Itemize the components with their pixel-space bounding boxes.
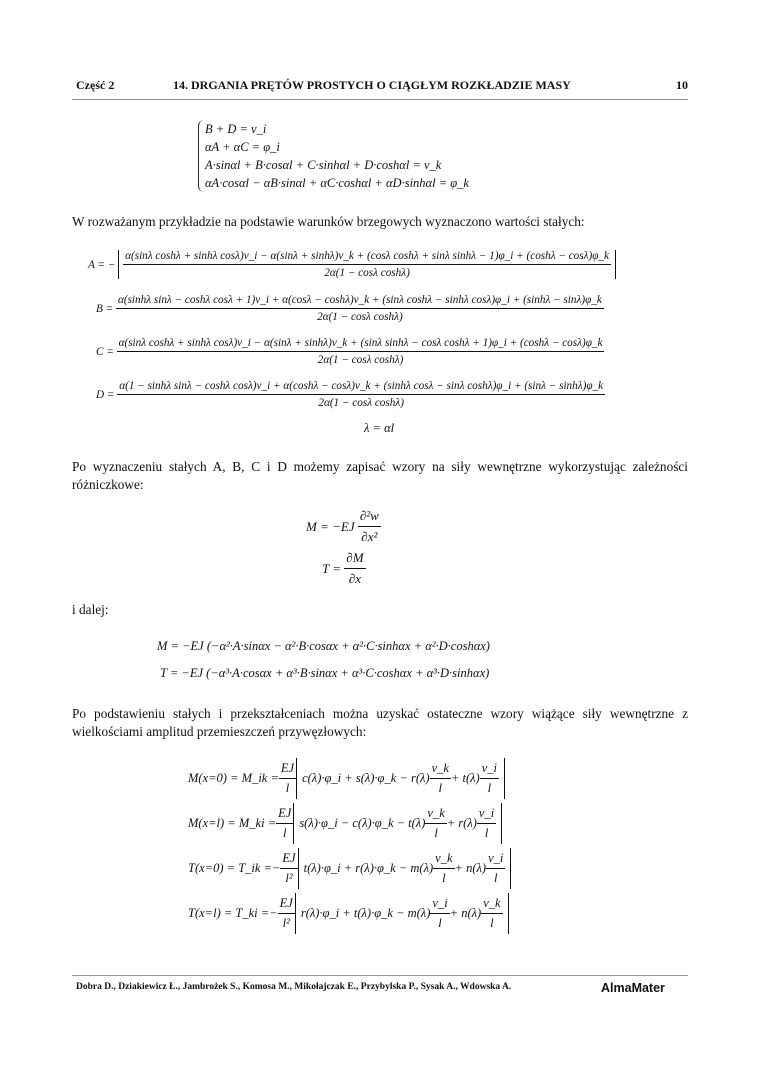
brand-logo: AlmaMater (601, 981, 665, 995)
constant-B-numerator: α(sinhλ sinλ − coshλ cosλ + 1)v_i + α(cosλ − coshλ)v_k + (sinλ coshλ − sinhλ cosλ)φ_i + (sinhλ − sinλ)φ_k (116, 294, 604, 309)
final-formula-row: T(x=l) = T_ki =− $\frac{EJ}{\text{l²}}$ r(λ)·φ_i + t(λ)·φ_k − m(λ) $\frac{v\_i}{l}$ + n(λ) $\frac{v\_k}{l}$ (188, 893, 509, 934)
constant-B-denominator: 2α(1 − cosλ coshλ) (317, 311, 403, 323)
boundary-system (198, 120, 469, 192)
final-formula-row: M(x=l) = M_ki = $\frac{EJ}{l}$ s(λ)·φ_i − c(λ)·φ_k − t(λ) $\frac{v\_k}{l}$ + r(λ) $\frac{v\_i}{l}$ (188, 803, 502, 844)
shear-derivative: T = $\frac{\partial M}{\partial x}$ (322, 550, 364, 586)
constant-B: B = α(sinhλ sinλ − coshλ cosλ + 1)v_i + α(cosλ − coshλ)v_k + (sinλ coshλ − sinhλ cosλ)φ_i + (sinhλ − sinλ)φ_k 2α(1 − cosλ coshλ) (96, 294, 602, 323)
constant-D: D = α(1 − sinhλ sinλ − coshλ cosλ)v_i + α(coshλ − cosλ)v_k + (sinhλ cosλ − sinλ coshλ)φ_i + (sinλ − sinhλ)φ_k 2α(1 − cosλ coshλ) (96, 380, 604, 409)
constant-A-denominator: 2α(1 − cosλ coshλ) (324, 267, 410, 279)
authors: Dobra D., Dziakiewicz Ł., Jambrożek S., Komosa M., Mikołajczak E., Przybylska P., Sysak A., Wdowska A. (76, 982, 512, 992)
paragraph-2: Po wyznaczeniu stałych A, B, C i D możemy zapisać wzory na siły wewnętrzne wykorzystując zależności różniczkowe: (72, 459, 688, 492)
page-header (76, 78, 688, 96)
system-eq-3: A·sinαl + B·cosαl + C·sinhαl + D·coshαl = v_k (205, 158, 442, 172)
constant-C-numerator: α(sinλ coshλ + sinhλ cosλ)v_i − α(sinλ + sinhλ)v_k + (sinλ sinhλ − cosλ coshλ + 1)φ_i + (coshλ − cosλ)φ_k (117, 337, 605, 352)
moment-derivative: M = −EJ $\frac{\text{∂²w}}{\text{∂x²}}$ (306, 508, 379, 544)
constant-A: A = − α(sinλ coshλ + sinhλ cosλ)v_i − α(sinλ + sinhλ)v_k + (cosλ coshλ + sinλ sinhλ − 1)φ_i + (coshλ − cosλ)φ_k 2α(1 − cosλ coshλ) (88, 250, 616, 279)
header-rule (72, 99, 688, 100)
constant-D-numerator: α(1 − sinhλ sinλ − coshλ cosλ)v_i + α(coshλ − cosλ)v_k + (sinhλ cosλ − sinλ coshλ)φ_i + (sinλ − sinhλ)φ_k (117, 380, 605, 395)
moment-formula: M = −EJ (−α²·A·sinαx − α²·B·cosαx + α²·C·sinhαx + α²·D·coshαx) (157, 639, 490, 653)
chapter-title: 14. DRGANIA PRĘTÓW PROSTYCH O CIĄGŁYM ROZKŁADZIE MASY (173, 78, 571, 92)
final-formula-row: T(x=0) = T_ik =− $\frac{EJ}{\text{l²}}$ t(λ)·φ_i + r(λ)·φ_k − m(λ) $\frac{v\_k}{l}$ + n(λ) $\frac{v\_i}{l}$ (188, 848, 511, 889)
constant-C-denominator: 2α(1 − cosλ coshλ) (317, 354, 404, 366)
page-number: 10 (676, 78, 688, 92)
shear-formula: T = −EJ (−α³·A·cosαx + α³·B·sinαx + α³·C·coshαx + α³·D·sinhαx) (160, 666, 490, 680)
lambda-definition: λ = αl (364, 421, 395, 435)
footer-rule (72, 975, 688, 976)
paragraph-4: Po podstawieniu stałych i przekształceniach można uzyskać ostateczne wzory wiążące siły wewnętrzne z wielkościami amplitud przemieszczeń przywęzłowych: (72, 706, 688, 739)
system-eq-1: B + D = v_i (205, 122, 267, 136)
system-eq-4: αA·cosαl − αB·sinαl + αC·coshαl + αD·sinhαl = φ_k (205, 176, 469, 190)
system-eq-2: αA + αC = φ_i (205, 140, 280, 154)
final-formula-row: M(x=0) = M_ik = $\frac{EJ}{l}$ c(λ)·φ_i + s(λ)·φ_k − r(λ) $\frac{v\_k}{l}$ + t(λ) $\frac{v\_i}{l}$ (188, 758, 505, 799)
constant-D-denominator: 2α(1 − cosλ coshλ) (318, 397, 404, 409)
constant-A-numerator: α(sinλ coshλ + sinhλ cosλ)v_i − α(sinλ + sinhλ)v_k + (cosλ coshλ + sinλ sinhλ − 1)φ_i + (coshλ − cosλ)φ_k (123, 250, 611, 265)
part-label: Część 2 (76, 78, 115, 92)
constant-C: C = α(sinλ coshλ + sinhλ cosλ)v_i − α(sinλ + sinhλ)v_k + (sinλ sinhλ − cosλ coshλ + 1)φ_i + (coshλ − cosλ)φ_k 2α(1 − cosλ coshλ) (96, 337, 603, 366)
paragraph-3: i dalej: (72, 602, 109, 617)
paragraph-1: W rozważanym przykładzie na podstawie warunków brzegowych wyznaczono wartości stałych: (72, 214, 585, 229)
